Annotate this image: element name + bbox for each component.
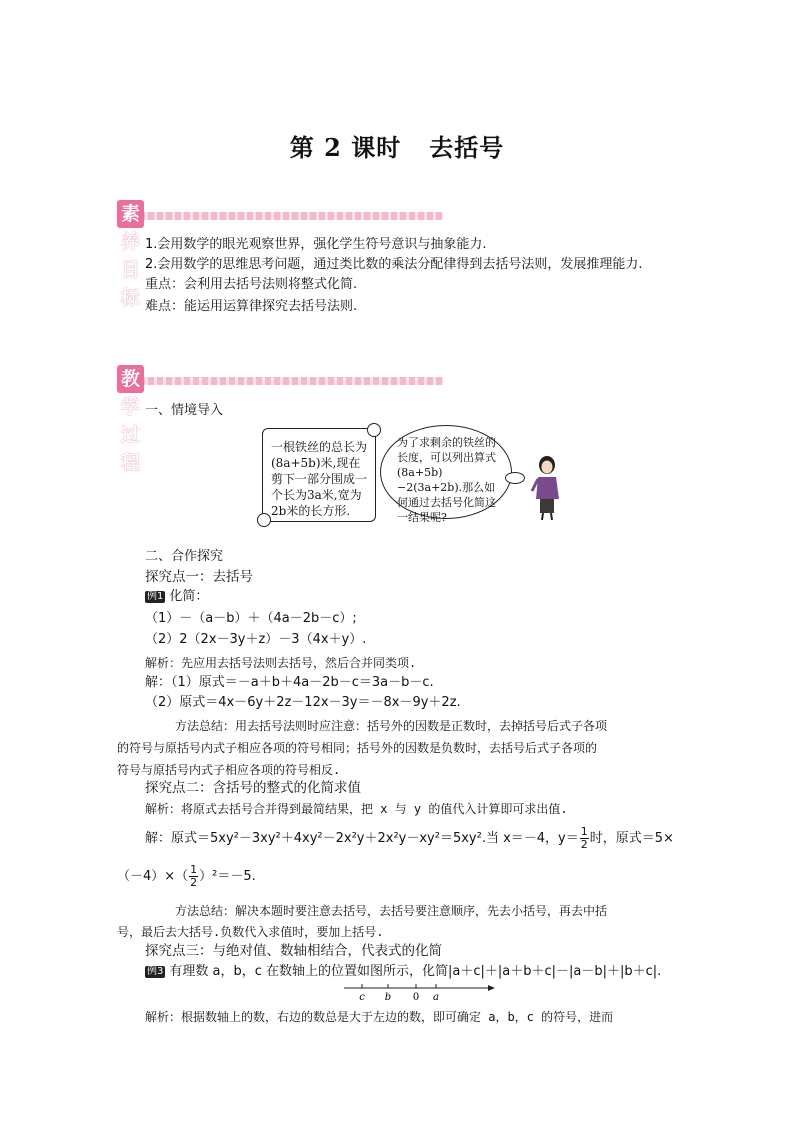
example-3-analysis: 解析：根据数轴上的数，右边的数总是大于左边的数，即可确定 a，b，c 的符号，进而	[145, 1010, 614, 1024]
example-1-solution-1: 解：（1）原式＝－a＋b＋4a－2b－c＝3a－b－c.	[145, 675, 434, 690]
section-label: 教学过程	[117, 365, 144, 393]
method-summary-1-line-2: 的符号与原括号内式子相应各项的符号相同；括号外的因数是负数时，去括号后式子各项的	[117, 741, 598, 755]
arrow-right-icon	[488, 985, 495, 991]
example-2-analysis: 解析：将原式去括号合并得到最简结果，把 x 与 y 的值代入计算即可求出值.	[145, 802, 568, 816]
example-label: 化简：	[169, 589, 209, 604]
explore-point-3: 探究点三：与绝对值、数轴相结合，代表式的化简	[145, 943, 442, 959]
scroll-illustration	[262, 428, 376, 522]
scroll-curl-icon	[257, 513, 271, 527]
example-1-solution-2: （2）原式＝4x－6y＋2z－12x－3y＝－8x－9y＋2z.	[145, 695, 461, 710]
example-2-solution-line-2: （－4）×（ $\frac{1}{2}$ ）²＝－5.	[117, 863, 256, 889]
subsection-intro: 一、情境导入	[145, 403, 224, 418]
goal-difficulty: 难点：能运用运算律探究去括号法则.	[145, 299, 358, 314]
axis-label-c: c	[359, 992, 365, 1003]
fraction-half: $\frac{1}{2}$	[190, 863, 198, 889]
explore-point-1: 探究点一：去括号	[145, 569, 253, 585]
example-3-question: 例3 有理数 a，b，c 在数轴上的位置如图所示，化简|a＋c|＋|a＋b＋c|－|a－b|＋|b＋c|.	[147, 964, 662, 979]
bubble-tail-icon	[505, 472, 525, 484]
method-summary-1-line-1: 方法总结：用去括号法则时应注意：括号外的因数是正数时，去掉括号后式子各项	[175, 719, 608, 733]
teacher-figure-icon	[528, 455, 568, 521]
goal-line-2: 2.会用数学的思维思考问题，通过类比数的乘法分配律得到去括号法则，发展推理能力.	[145, 257, 643, 272]
example-1-analysis: 解析：先应用去括号法则去括号，然后合并同类项.	[145, 656, 417, 670]
thought-bubble	[380, 425, 512, 524]
method-summary-2-line-1: 方法总结：解决本题时要注意去括号，去括号要注意顺序，先去小括号，再去中括	[175, 904, 608, 918]
fraction-half: $\frac{1}{2}$	[580, 825, 588, 851]
scroll-text: 一根铁丝的总长为(8a+5b)米,现在剪下一部分围成一个长为3a米,宽为2b米的长方形.	[271, 440, 368, 518]
scroll-curl-icon	[367, 423, 381, 437]
axis-label-zero: 0	[412, 992, 420, 1003]
heading-band	[121, 212, 443, 220]
example-badge: 例3	[147, 966, 164, 977]
goal-line-1: 1.会用数学的眼光观察世界，强化学生符号意识与抽象能力.	[145, 237, 487, 252]
explore-point-2: 探究点二：含括号的整式的化简求值	[145, 780, 361, 796]
page-title: 第 2 课时 去括号	[289, 133, 505, 162]
subsection-explore: 二、合作探究	[145, 549, 224, 564]
example-1-heading	[145, 588, 208, 606]
heading-band	[121, 377, 443, 385]
bubble-text: 为了求剩余的铁丝的长度，可以列出算式(8a+5b)−2(3a+2b).那么如何通过去括号化简这一结果呢?	[397, 436, 496, 524]
section-label: 素养目标	[117, 200, 144, 228]
example-badge: 例1	[147, 591, 164, 602]
example-2-solution-line-1: 解：原式＝5xy²－3xy²＋4xy²－2x²y＋2x²y－xy²＝5xy².当 x＝－4，y＝ $\frac{1}{2}$ 时，原式＝5×	[145, 825, 674, 851]
axis-label-a: a	[433, 992, 439, 1003]
number-line-figure	[340, 980, 500, 1004]
example-1-q1: （1）－（a－b）＋（4a－2b－c）;	[145, 611, 357, 626]
goal-key-point: 重点：会利用去括号法则将整式化简.	[145, 277, 358, 292]
method-summary-2-line-2: 号，最后去大括号.负数代入求值时，要加上括号.	[117, 925, 384, 939]
example-1-q2: （2）2（2x－3y＋z）－3（4x＋y）.	[145, 632, 367, 647]
method-summary-1-line-3: 符号与原括号内式子相应各项的符号相反.	[117, 763, 341, 777]
axis-label-b: b	[384, 992, 392, 1003]
